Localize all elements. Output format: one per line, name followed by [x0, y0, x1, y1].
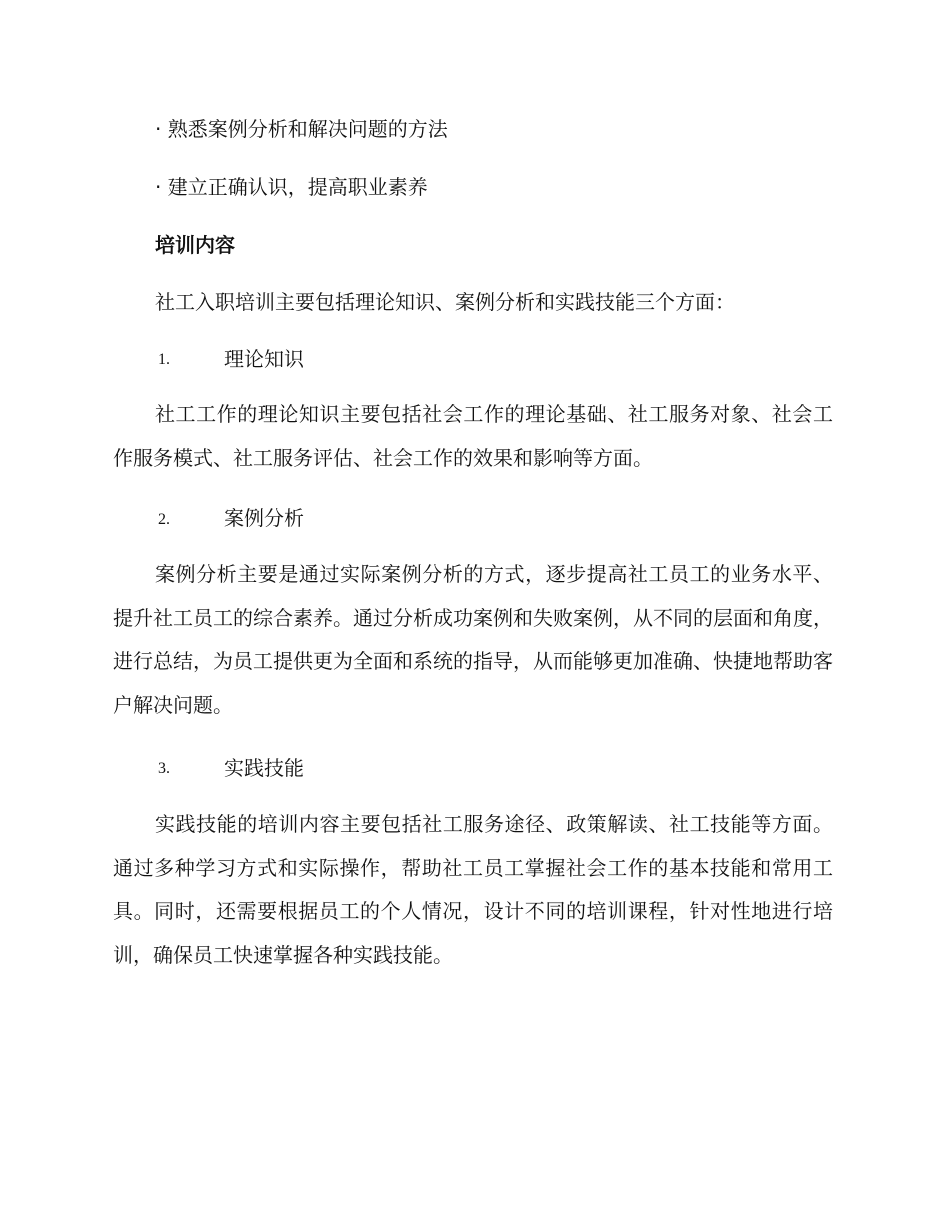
section-intro: 社工入职培训主要包括理论知识、案例分析和实践技能三个方面：: [155, 290, 735, 314]
item-number-1: 1.: [158, 351, 170, 368]
bullet-professional-quality: · 建立正确认识，提高职业素养: [155, 175, 428, 199]
item-title-2: 案例分析: [224, 506, 304, 530]
item-paragraph-1: 社工工作的理论知识主要包括社会工作的理论基础、社工服务对象、社会工作服务模式、社工服务评估、社会工作的效果和影响等方面。: [113, 402, 833, 470]
item-paragraph-2: 案例分析主要是通过实际案例分析的方式，逐步提高社工员工的业务水平、提升社工员工的综合素养。通过分析成功案例和失败案例，从不同的层面和角度，进行总结，为员工提供更为全面和系统的指导，从而能够更加准确、快捷地帮助客户解决问题。: [113, 562, 833, 717]
item-title-3: 实践技能: [224, 756, 304, 780]
item-number-3: 3.: [158, 760, 170, 777]
item-paragraph-3: 实践技能的培训内容主要包括社工服务途径、政策解读、社工技能等方面。通过多种学习方式和实际操作，帮助社工员工掌握社会工作的基本技能和常用工具。同时，还需要根据员工的个人情况，设计不同的培训课程，针对性地进行培训，确保员工快速掌握各种实践技能。: [113, 812, 833, 967]
bullet-case-analysis: · 熟悉案例分析和解决问题的方法: [155, 117, 448, 141]
item-title-1: 理论知识: [224, 347, 304, 371]
item-number-2: 2.: [158, 511, 170, 528]
section-heading: 培训内容: [155, 233, 235, 257]
